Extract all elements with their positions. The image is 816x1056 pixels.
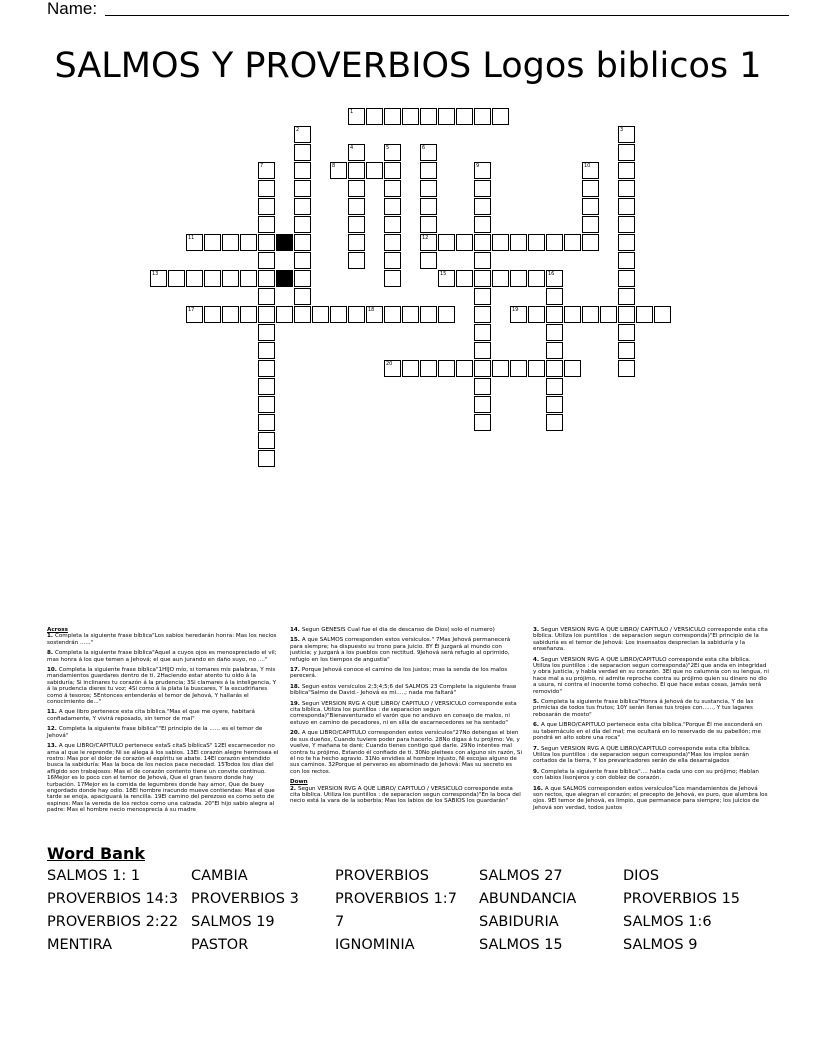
clue-number-label: 4. xyxy=(533,656,541,663)
clue-item xyxy=(290,701,522,727)
crossword-cell[interactable] xyxy=(222,306,239,323)
clue-item xyxy=(533,746,769,765)
clue-number: 11 xyxy=(188,235,195,241)
clue-item xyxy=(533,769,769,782)
crossword-cell[interactable] xyxy=(384,180,401,197)
crossword-cell[interactable] xyxy=(348,108,365,125)
crossword-cell[interactable] xyxy=(474,180,491,197)
clue-number-label: 3. xyxy=(533,627,541,633)
crossword-cell[interactable] xyxy=(438,270,455,287)
crossword-cell[interactable] xyxy=(294,126,311,143)
crossword-cell[interactable] xyxy=(258,180,275,197)
crossword-cell[interactable] xyxy=(582,198,599,215)
crossword-cell[interactable] xyxy=(258,252,275,269)
crossword-cell[interactable] xyxy=(294,252,311,269)
clue-text: Completa la siguiente frase bíblica"Honra á Jehová de tu sustancia, Y de las primicias de todos tus frutos; 10Y serán llenas tus trojes con......, Y tus lagares rebosarán de mosto" xyxy=(533,699,754,718)
crossword-cell[interactable] xyxy=(384,270,401,287)
crossword-cell[interactable] xyxy=(420,306,437,323)
word-bank-item: SALMOS 1:6 xyxy=(623,914,712,930)
crossword-cell[interactable] xyxy=(294,180,311,197)
clue-number: 16 xyxy=(548,271,555,277)
crossword-cell[interactable] xyxy=(618,306,635,323)
crossword-cell[interactable] xyxy=(222,270,239,287)
clue-item xyxy=(47,667,279,705)
crossword-cell[interactable] xyxy=(294,270,311,287)
crossword-cell[interactable] xyxy=(348,180,365,197)
clue-text: Segun VERSION RVG A QUE LIBRO/CAPITULO corresponde esta cita bíblica. Utiliza los puntillos : de separacion segun corresponda)"Mas los impíos serán cortados de la tierra, Y los prevaricadores serán de ella desarraigados xyxy=(533,745,751,765)
crossword-cell[interactable] xyxy=(294,288,311,305)
crossword-cell[interactable] xyxy=(294,144,311,161)
crossword-cell[interactable] xyxy=(276,306,293,323)
crossword-cell[interactable] xyxy=(366,306,383,323)
crossword-cell[interactable] xyxy=(402,108,419,125)
clue-item xyxy=(290,627,522,633)
crossword-cell[interactable] xyxy=(294,162,311,179)
clue-item xyxy=(290,637,522,663)
crossword-cell[interactable] xyxy=(258,162,275,179)
crossword-cell[interactable] xyxy=(420,108,437,125)
clue-item xyxy=(533,699,769,718)
crossword-cell[interactable] xyxy=(528,270,545,287)
crossword-cell[interactable] xyxy=(186,270,203,287)
crossword-cell[interactable] xyxy=(456,234,473,251)
crossword-cell[interactable] xyxy=(474,234,491,251)
crossword-cell[interactable] xyxy=(294,198,311,215)
crossword-cell[interactable] xyxy=(618,288,635,305)
clue-number: 6 xyxy=(422,145,426,151)
clue-item xyxy=(290,667,522,680)
clue-number: 8 xyxy=(332,163,336,169)
word-bank-item: SABIDURIA xyxy=(479,914,559,930)
clue-number-label: 7. xyxy=(533,745,541,752)
clue-text: A que libro pertenece esta cita bíblica."Mas el que me oyere, habitará confiadamente, Y vivirá reposado, sin temor de mal" xyxy=(47,709,255,722)
crossword-cell[interactable] xyxy=(546,270,563,287)
crossword-cell[interactable] xyxy=(582,180,599,197)
crossword-cell[interactable] xyxy=(258,306,275,323)
crossword-cell[interactable] xyxy=(456,270,473,287)
clue-number: 17 xyxy=(188,307,195,313)
word-bank-item: PASTOR xyxy=(191,937,249,953)
crossword-cell[interactable] xyxy=(294,234,311,251)
word-bank-item: PROVERBIOS xyxy=(335,868,429,884)
crossword-cell[interactable] xyxy=(474,360,491,377)
crossword-cell[interactable] xyxy=(330,306,347,323)
crossword-cell[interactable] xyxy=(546,306,563,323)
crossword-cell[interactable] xyxy=(258,378,275,395)
crossword-cell[interactable] xyxy=(240,270,257,287)
crossword-cell[interactable] xyxy=(384,108,401,125)
crossword-cell[interactable] xyxy=(582,306,599,323)
crossword-cell[interactable] xyxy=(618,270,635,287)
clue-number-label: 6. xyxy=(533,722,541,729)
crossword-cell[interactable] xyxy=(384,234,401,251)
clue-number-label: 20. xyxy=(290,730,302,737)
clue-number-label: 2. xyxy=(290,785,298,792)
word-bank-item: SALMOS 27 xyxy=(479,868,563,884)
crossword-cell[interactable] xyxy=(438,234,455,251)
crossword-cell[interactable] xyxy=(474,396,491,413)
crossword-cell[interactable] xyxy=(582,216,599,233)
clue-text: Completa la siguiente frase bíblica"Aquel a cuyos ojos es menospreciado el vil; mas honra á los que temen a Jehová; el que aun jurando en daño suyo, no ...." xyxy=(47,650,277,663)
crossword-cell[interactable] xyxy=(258,324,275,341)
word-bank-item: PROVERBIOS 14:3 xyxy=(47,891,179,907)
word-bank-item: SALMOS 15 xyxy=(479,937,563,953)
crossword-cell[interactable] xyxy=(474,252,491,269)
clue-text: A que LIBRO/CAPITULO corresponden estos versículos"27No detengas el bien de sus dueños, Cuando tuviere poder para hacerlo. 28No digas á tu prójimo: Ve, y vuelve, Y mañana te daré; Cuando tienes contigo qué darle. 29No intentes mal contra tu prójimo, Estando él confiado de ti. 30No pleitees con alguno sin razón, Si él no te ha hecho agravio. 31No envidies al hombre injusto, Ni escojas alguno de sus caminos. 32Porque el perverso es abominado de Jehová: Mas su secreto es con los rectos. xyxy=(290,730,523,775)
crossword-cell[interactable] xyxy=(348,252,365,269)
crossword-cell[interactable] xyxy=(510,234,527,251)
clue-number: 15 xyxy=(440,271,447,277)
crossword-cell[interactable] xyxy=(204,270,221,287)
clue-number: 3 xyxy=(620,127,624,133)
clue-number: 20 xyxy=(386,361,393,367)
word-bank-item: SALMOS 19 xyxy=(191,914,275,930)
crossword-cell[interactable] xyxy=(492,108,509,125)
clue-text: Completa la siguiente frase bíblica"1HIJO mío, si tomares mis palabras, Y mis mandamientos guardares dentro de ti, 2Haciendo estar atento tu oído á la sabiduría; Si inclinares tu corazón á la prudencia; 3Si clamares á la inteligencia, Y á la prudencia dieres tu voz; 4Si como á la plata la buscares, Y la escudriñares como á tesoros; 5Entonces entenderás el temor de Jehová, Y hallarás el conocimiento de..." xyxy=(47,667,277,706)
crossword-cell[interactable] xyxy=(546,288,563,305)
clue-number: 13 xyxy=(152,271,159,277)
crossword-cell[interactable] xyxy=(420,144,437,161)
crossword-cell[interactable] xyxy=(258,360,275,377)
word-bank-item: IGNOMINIA xyxy=(335,937,415,953)
clue-text: Segun estos versículos 2;3;4;5;6 del SALMOS 23 Complete la siguiente frase bíblica"Salmo de David.- Jehová es mi.....; nada me faltará" xyxy=(290,683,517,697)
crossword-cell[interactable] xyxy=(474,378,491,395)
crossword-cell[interactable] xyxy=(222,234,239,251)
crossword-cell[interactable] xyxy=(420,216,437,233)
clue-item xyxy=(533,722,769,741)
crossword-cell[interactable] xyxy=(384,360,401,377)
word-bank-item: PROVERBIOS 3 xyxy=(191,891,299,907)
crossword-cell[interactable] xyxy=(186,234,203,251)
crossword-cell[interactable] xyxy=(438,108,455,125)
clue-item xyxy=(290,730,522,775)
crossword-cell[interactable] xyxy=(528,306,545,323)
crossword-cell[interactable] xyxy=(456,108,473,125)
clue-item xyxy=(290,786,522,805)
crossword-cell[interactable] xyxy=(438,360,455,377)
clue-item xyxy=(533,657,769,695)
clue-number: 5 xyxy=(386,145,390,151)
word-bank-item: DIOS xyxy=(623,868,660,884)
crossword-cell[interactable] xyxy=(258,270,275,287)
clues-column-3 xyxy=(533,627,769,815)
word-bank-item: SALMOS 1: 1 xyxy=(47,868,141,884)
crossword-cell[interactable] xyxy=(618,216,635,233)
crossword-cell[interactable] xyxy=(384,144,401,161)
clue-text: Segun GENESIS Cual fue el dia de descanso de Dios( solo el numero) xyxy=(301,627,495,633)
crossword-cell[interactable] xyxy=(384,216,401,233)
crossword-cell[interactable] xyxy=(600,306,617,323)
clue-number: 18 xyxy=(368,307,375,313)
crossword-cell[interactable] xyxy=(474,288,491,305)
clue-number-label: 13. xyxy=(47,743,59,750)
crossword-cell[interactable] xyxy=(546,360,563,377)
crossword-cell[interactable] xyxy=(420,360,437,377)
crossword-cell[interactable] xyxy=(348,198,365,215)
crossword-cell[interactable] xyxy=(258,414,275,431)
crossword-cell[interactable] xyxy=(618,162,635,179)
word-bank-item: ABUNDANCIA xyxy=(479,891,577,907)
clue-number: 9 xyxy=(476,163,480,169)
crossword-cell[interactable] xyxy=(240,306,257,323)
clue-number: 4 xyxy=(350,145,354,151)
clue-text: Segun VERSION RVG A QUE LIBRO/CAPITULO corresponde esta cita bíblica. Utiliza los puntillos : de separacion segun corresponda)"2El que anda en integridad y obra justicia, y habla verdad en su corazón. 3El que no calumnia con su lengua, ni hace mal a su prójimo, ni admite reproche contra su prójimo quien su dinero no dio a usura, ni contra el inocente tomó cohecho. El que hace estas cosas, jamás será removido" xyxy=(533,656,769,695)
crossword-cell[interactable] xyxy=(258,198,275,215)
crossword-cell[interactable] xyxy=(258,234,275,251)
crossword-cell[interactable] xyxy=(618,234,635,251)
crossword-cell[interactable] xyxy=(546,324,563,341)
crossword-cell[interactable] xyxy=(366,108,383,125)
crossword-cell[interactable] xyxy=(204,306,221,323)
crossword-cell[interactable] xyxy=(402,306,419,323)
clue-text: A que LIBRO/CAPITULO pertenece esta cita bíblica."Porque Él me esconderá en su tabernáculo en el día del mal; me ocultará en lo reservado de su pabellón; me pondrá en alto sobre una roca" xyxy=(533,722,763,742)
clue-number: 1 xyxy=(350,109,354,115)
crossword-grid xyxy=(0,0,816,420)
crossword-cell[interactable] xyxy=(564,360,581,377)
crossword-cell[interactable] xyxy=(618,198,635,215)
clue-number-label: 15. xyxy=(290,637,302,644)
crossword-cell[interactable] xyxy=(168,270,185,287)
crossword-cell[interactable] xyxy=(348,306,365,323)
word-bank-item: PROVERBIOS 1:7 xyxy=(335,891,457,907)
clue-number-label: 19. xyxy=(290,700,302,707)
clue-number-label: 18. xyxy=(290,683,302,690)
crossword-cell[interactable] xyxy=(366,162,383,179)
clue-item xyxy=(47,709,279,722)
word-bank-item: PROVERBIOS 2:22 xyxy=(47,914,179,930)
clue-item xyxy=(47,650,279,663)
clue-text: Completa la siguiente frase bíblica".... habla cada uno con su prójimo; Hablan con labios lisonjeros y con doblez de corazón. xyxy=(533,768,759,782)
clues-column-2 xyxy=(290,627,522,809)
crossword-cell[interactable] xyxy=(510,270,527,287)
clue-number-label: 11. xyxy=(47,709,59,716)
crossword-cell[interactable] xyxy=(546,342,563,359)
crossword-cell[interactable] xyxy=(492,234,509,251)
crossword-cell[interactable] xyxy=(240,234,257,251)
clue-item xyxy=(47,726,279,739)
word-bank-item: CAMBIA xyxy=(191,868,248,884)
clues-column-1 xyxy=(47,627,279,818)
crossword-cell[interactable] xyxy=(258,450,275,467)
crossword-cell[interactable] xyxy=(474,108,491,125)
crossword-cell[interactable] xyxy=(546,378,563,395)
crossword-cell[interactable] xyxy=(420,162,437,179)
crossword-cell[interactable] xyxy=(474,414,491,431)
word-bank-item: MENTIRA xyxy=(47,937,113,953)
down-heading: Down xyxy=(290,779,308,786)
crossword-cell[interactable] xyxy=(654,306,671,323)
crossword-cell[interactable] xyxy=(294,306,311,323)
crossword-cell[interactable] xyxy=(474,270,491,287)
crossword-cell[interactable] xyxy=(258,432,275,449)
clue-text: A que SALMOS corresponden estos versículos"Los mandamientos de Jehová son rectos, que alegran el corazón; el precepto de Jehová, es puro, que alumbra los ojos. 9El temor de Jehová, es limpio, que permanece para siempre; los juicios de Jehová son verdad, todos justos xyxy=(533,785,768,811)
clue-number-label: 1. xyxy=(47,633,55,640)
word-bank-item: 7 xyxy=(335,914,345,930)
clue-text: Completa la siguiente frase bíblica"Los sabios heredarán honra: Mas los necios sostendrán ......" xyxy=(47,633,277,646)
across-heading: Across xyxy=(47,627,68,633)
crossword-cell[interactable] xyxy=(402,360,419,377)
crossword-cell[interactable] xyxy=(384,306,401,323)
crossword-cell[interactable] xyxy=(636,306,653,323)
crossword-cell[interactable] xyxy=(528,234,545,251)
crossword-cell[interactable] xyxy=(384,252,401,269)
clue-item xyxy=(533,627,769,653)
clue-number-label: 16. xyxy=(533,785,545,792)
clue-number: 10 xyxy=(584,163,591,169)
crossword-cell[interactable] xyxy=(312,306,329,323)
crossword-cell[interactable] xyxy=(618,126,635,143)
crossword-cell[interactable] xyxy=(492,360,509,377)
crossword-cell[interactable] xyxy=(546,234,563,251)
crossword-cell[interactable] xyxy=(492,270,509,287)
crossword-cell[interactable] xyxy=(618,180,635,197)
crossword-cell[interactable] xyxy=(510,306,527,323)
crossword-cell[interactable] xyxy=(456,360,473,377)
crossword-cell[interactable] xyxy=(474,162,491,179)
crossword-cell[interactable] xyxy=(330,162,347,179)
clue-text: Segun VERSION RVG A QUE LIBRO/ CAPITULO / VERSICULO corresponde esta cita bíblica. Utiliza los puntillos : de separacion segun corresponda)"En la boca del necio está la vara de la soberbia; Mas los labios de los SABIOS los guardarán" xyxy=(290,785,521,805)
clue-text: A que LIBRO/CAPITULO pertenece estaS citaS bíblicaS" 12El escarnecedor no ama al que le reprende; Ni se allega á los sabios. 13El corazón alegre hermosea el rostro: Mas por el dolor de corazón el espíritu se abate. 14El corazón entendido busca la sabiduría: Mas la boca de los necios pace necedad. 15Todos los días del afligido son trabajosos: Mas el de corazón contento tiene un convite continuo. 16Mejor es lo poco con el temor de Jehová, Que el gran tesoro donde hay turbación. 17Mejor es la comida de legumbres donde hay amor, Que de buey engordado donde hay odio. 18El hombre iracundo mueve contiendas: Mas el que tarde se enoja, apaciguará la rencilla. 19El camino del perezoso es como seto de espinos: Mas la vereda de los rectos como una calzada. 20"El hijo sabio alegra al padre: Mas el hombre necio menosprecia á su madre xyxy=(47,743,279,814)
clue-number-label: 9. xyxy=(533,768,541,775)
clue-item xyxy=(47,633,279,646)
crossword-cell[interactable] xyxy=(258,288,275,305)
crossword-black-cell xyxy=(276,270,293,287)
crossword-cell[interactable] xyxy=(564,234,581,251)
word-bank-item: SALMOS 9 xyxy=(623,937,698,953)
clue-number-label: 17. xyxy=(290,667,302,674)
clue-text: Porque Jehová conoce el camino de los justos; mas la senda de los malos perecerá. xyxy=(290,667,508,680)
clue-number-label: 12. xyxy=(47,726,59,733)
crossword-cell[interactable] xyxy=(384,162,401,179)
crossword-cell[interactable] xyxy=(564,306,581,323)
crossword-cell[interactable] xyxy=(348,234,365,251)
crossword-cell[interactable] xyxy=(510,360,527,377)
crossword-cell[interactable] xyxy=(528,360,545,377)
crossword-cell[interactable] xyxy=(618,252,635,269)
crossword-cell[interactable] xyxy=(582,162,599,179)
crossword-cell[interactable] xyxy=(618,144,635,161)
clue-item xyxy=(290,684,522,697)
crossword-cell[interactable] xyxy=(474,342,491,359)
word-bank-title: Word Bank xyxy=(47,844,146,863)
crossword-cell[interactable] xyxy=(348,144,365,161)
crossword-cell[interactable] xyxy=(420,180,437,197)
crossword-cell[interactable] xyxy=(618,342,635,359)
crossword-cell[interactable] xyxy=(420,234,437,251)
word-bank xyxy=(47,866,787,955)
name-label: Name: xyxy=(47,0,98,18)
crossword-cell[interactable] xyxy=(438,306,455,323)
crossword-cell[interactable] xyxy=(348,216,365,233)
crossword-cell[interactable] xyxy=(618,324,635,341)
crossword-cell[interactable] xyxy=(258,216,275,233)
crossword-cell[interactable] xyxy=(204,234,221,251)
crossword-cell[interactable] xyxy=(384,198,401,215)
clue-number-label: 5. xyxy=(533,699,541,706)
crossword-cell[interactable] xyxy=(420,252,437,269)
crossword-cell[interactable] xyxy=(258,342,275,359)
crossword-cell[interactable] xyxy=(258,396,275,413)
crossword-cell[interactable] xyxy=(474,324,491,341)
clue-item xyxy=(533,786,769,812)
clue-number: 19 xyxy=(512,307,519,313)
crossword-cell[interactable] xyxy=(546,396,563,413)
clue-text: A que SALMOS corresponden estos versículos." 7Mas Jehová permanecerá para siempre; ha dispuesto su trono para juicio. 8Y Él juzgará al mundo con justicia; y juzgará a los pueblos con rectitud. 9Jehová será refugio al oprimido, refugio en los tiempos de angustia" xyxy=(290,637,511,663)
crossword-cell[interactable] xyxy=(348,162,365,179)
word-bank-item: PROVERBIOS 15 xyxy=(623,891,741,907)
clue-number-label: 8. xyxy=(47,650,55,657)
clue-number: 2 xyxy=(296,127,300,133)
crossword-cell[interactable] xyxy=(582,234,599,251)
crossword-cell[interactable] xyxy=(474,198,491,215)
crossword-cell[interactable] xyxy=(474,216,491,233)
crossword-cell[interactable] xyxy=(186,306,203,323)
crossword-cell[interactable] xyxy=(618,360,635,377)
clue-number-label: 10. xyxy=(47,667,59,674)
crossword-cell[interactable] xyxy=(150,270,167,287)
clue-number: 12 xyxy=(422,235,429,241)
clue-text: Completa la siguiente frase bíblica""El principio de la ...... es el temor de Jehová" xyxy=(47,726,263,739)
clue-text: Segun VERSION RVG A QUE LIBRO/ CAPITULO / VERSICULO corresponde esta cita bíblica. Utiliza los puntillos : de separacion segun corresponda)"El principio de la sabiduría es el temor de Jehová: Los insensatos desprecian la sabiduría y la enseñanza. xyxy=(533,627,768,653)
crossword-cell[interactable] xyxy=(294,216,311,233)
crossword-black-cell xyxy=(276,234,293,251)
clue-text: Segun VERSION RVG A QUE LIBRO/ CAPITULO / VERSICULO corresponde esta cita bíblica. Utiliza los puntillos : de separacion segun corresponda)"Bienaventurado el varón que no anduvo en consejo de malos, ni estuvo en camino de pecadores, ni en silla de escarnecedores se ha sentado" xyxy=(290,700,517,726)
clue-item xyxy=(47,743,279,813)
crossword-cell[interactable] xyxy=(546,414,563,431)
clue-number: 7 xyxy=(260,163,264,169)
crossword-cell[interactable] xyxy=(420,198,437,215)
crossword-cell[interactable] xyxy=(474,306,491,323)
clue-number-label: 14. xyxy=(290,627,302,633)
page-title: SALMOS Y PROVERBIOS Logos biblicos 1 xyxy=(54,46,762,86)
